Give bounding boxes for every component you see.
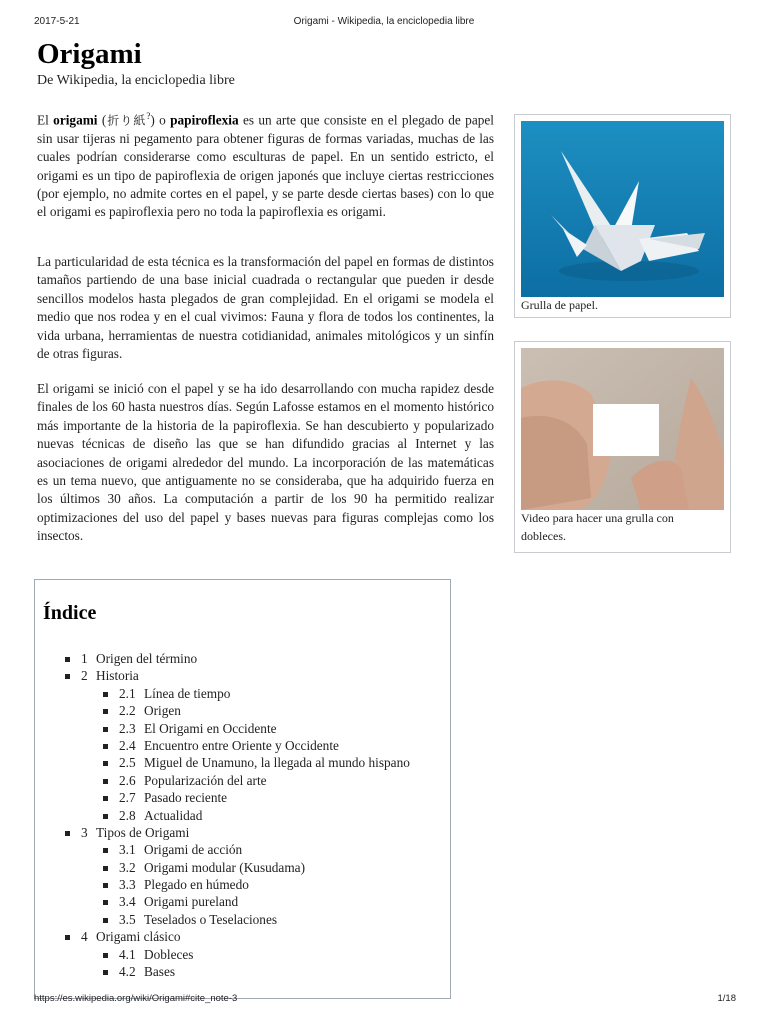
toc-item-number: 2.4 (119, 737, 136, 753)
toc-item-link[interactable]: Origami pureland (144, 894, 239, 910)
toc-item-link[interactable]: Origami clásico (96, 929, 181, 945)
toc-item-number: 2.2 (119, 703, 136, 719)
video-thumbnail[interactable] (521, 348, 724, 510)
bullet-icon (103, 744, 108, 749)
bullet-icon (103, 692, 108, 697)
toc-item-number: 3.2 (119, 859, 136, 875)
print-url: https://es.wikipedia.org/wiki/Origami#cite_note-3 (34, 993, 238, 1004)
help-superscript-link[interactable]: ? (146, 111, 151, 121)
toc-item-number: 2.6 (119, 772, 136, 788)
figure-caption: Video para hacer una grulla con dobleces. (521, 511, 674, 543)
toc-item-link[interactable]: Línea de tiempo (144, 685, 231, 701)
toc-list (35, 650, 452, 980)
figure-crane (514, 114, 731, 318)
toc-item-number: 3.3 (119, 877, 136, 893)
bullet-icon (103, 814, 108, 819)
term-origami-link[interactable]: origami (53, 112, 98, 128)
toc-item-number: 2.5 (119, 755, 136, 771)
bullet-icon (103, 709, 108, 714)
toc-item-number: 2.1 (119, 685, 136, 701)
bullet-icon (65, 657, 70, 662)
table-of-contents (34, 579, 451, 999)
toc-item-link[interactable]: Dobleces (144, 946, 194, 962)
toc-item-link[interactable]: Origami de acción (144, 842, 243, 858)
toc-item[interactable] (35, 702, 452, 719)
page-title: Origami (37, 38, 142, 70)
bullet-icon (103, 900, 108, 905)
toc-item-number: 1 (81, 651, 88, 666)
toc-item-link[interactable]: Tipos de Origami (96, 824, 190, 840)
toc-item-link[interactable]: Historia (96, 668, 139, 684)
toc-item[interactable] (35, 963, 452, 980)
toc-item[interactable] (35, 807, 452, 824)
toc-item-number: 2.3 (119, 720, 136, 736)
toc-item[interactable] (35, 737, 452, 754)
toc-item[interactable] (35, 893, 452, 910)
bullet-icon (103, 796, 108, 801)
toc-item[interactable] (35, 859, 452, 876)
toc-item[interactable] (35, 789, 452, 806)
toc-item-number: 4.1 (119, 946, 136, 962)
toc-item-number: 2 (81, 668, 88, 684)
toc-item[interactable] (35, 754, 452, 771)
toc-item-link[interactable]: El Origami en Occidente (144, 720, 277, 736)
toc-item-number: 2.7 (119, 790, 136, 806)
toc-item-link[interactable]: Actualidad (144, 807, 203, 823)
toc-item[interactable] (35, 772, 452, 789)
figure-caption: Grulla de papel. (521, 298, 598, 312)
toc-item-link[interactable]: Miguel de Unamuno, la llegada al mundo hispano (144, 755, 410, 771)
intro-paragraph: El origami (折り紙?) o papiroflexia es un arte que consiste en el plegado de papel sin usar tijeras ni pegamento para obtener figuras de formas variadas, muchas de las cuales podrían considerarse como esculturas de papel. En un sentido estricto, el origami es un tipo de papiroflexia de origen japonés que incluye ciertas restricciones (por ejemplo, no admite cortes en el papel, y se parte desde ciertas bases) con lo que el origami es papiroflexia pero no toda la papiroflexia es origami. (37, 111, 494, 220)
print-page-title: Origami - Wikipedia, la enciclopedia libre (293, 16, 475, 27)
bullet-icon (65, 674, 70, 679)
toc-item-number: 3.1 (119, 842, 136, 858)
figure-video (514, 341, 731, 553)
bullet-icon (103, 727, 108, 732)
crane-image[interactable] (521, 121, 724, 297)
toc-item[interactable] (35, 650, 452, 667)
bullet-icon (103, 883, 108, 888)
toc-item[interactable] (35, 911, 452, 928)
bullet-icon (103, 779, 108, 784)
print-page-number: 1/18 (717, 993, 736, 1004)
page-subtitle: De Wikipedia, la enciclopedia libre (37, 73, 235, 88)
toc-item[interactable] (35, 946, 452, 963)
bullet-icon (103, 848, 108, 853)
toc-item-link[interactable]: Origen del término (96, 651, 198, 666)
toc-item-link[interactable]: Bases (144, 964, 176, 980)
toc-item-number: 3.5 (119, 911, 136, 927)
paragraph-3: El origami se inició con el papel y se ha ido desarrollando con mucha rapidez desde finales de los 60 hasta nuestros días. Según Lafosse estamos en el momento histórico más importante de la historia de la papiroflexia. Se han descubierto y popularizado nuevas técnicas de diseño las que se han difundido gracias al Internet y las asociaciones de origami alrededor del mundo. La incorporación de las matemáticas es un tema nuevo, que antiguamente no se consideraba, que ha adquirido fuerza en los últimos 30 años. La computación a partir de los 90 ha permitido realizar optimizaciones del uso del papel y bases nuevas para figuras complejas como los insectos. (37, 381, 494, 544)
toc-item-link[interactable]: Origen (144, 703, 181, 719)
bullet-icon (103, 953, 108, 958)
bullet-icon (103, 866, 108, 871)
toc-item[interactable] (35, 928, 452, 945)
print-date: 2017-5-21 (34, 16, 80, 27)
toc-item[interactable] (35, 685, 452, 702)
toc-title: Índice (43, 602, 97, 624)
toc-item-link[interactable]: Encuentro entre Oriente y Occidente (144, 737, 339, 753)
toc-item[interactable] (35, 876, 452, 893)
toc-item-number: 3 (81, 824, 88, 840)
toc-item-number: 4.2 (119, 964, 136, 980)
paragraph-2: La particularidad de esta técnica es la transformación del papel en formas de distintos tamaños partiendo de una base inicial cuadrada o rectangular que pueden ir desde sencillos modelos hasta plegados de gran complejidad. En el origami se modela el medio que nos rodea y en el cual vivimos: Fauna y flora de todos los continentes, la vida urbana, herramientas de nuestra cotidianidad, animales mitológicos y un sinfín de otras figuras. (37, 254, 494, 362)
japanese-term: 折り紙 (106, 113, 147, 128)
toc-item-link[interactable]: Teselados o Teselaciones (144, 911, 278, 927)
toc-item-link[interactable]: Origami modular (Kusudama) (144, 859, 305, 875)
toc-item[interactable] (35, 824, 452, 841)
bullet-icon (103, 918, 108, 923)
term-papiroflexia: papiroflexia (170, 112, 239, 128)
bullet-icon (103, 761, 108, 766)
toc-item[interactable] (35, 667, 452, 684)
toc-item-number: 2.8 (119, 807, 136, 823)
toc-item-number: 3.4 (119, 894, 136, 910)
bullet-icon (65, 935, 70, 940)
toc-item-link[interactable]: Popularización del arte (144, 772, 267, 788)
toc-item[interactable] (35, 841, 452, 858)
toc-item[interactable] (35, 720, 452, 737)
toc-item-link[interactable]: Pasado reciente (144, 790, 228, 806)
toc-item-number: 4 (81, 929, 88, 945)
bullet-icon (65, 831, 70, 836)
toc-item-link[interactable]: Plegado en húmedo (144, 877, 249, 893)
bullet-icon (103, 970, 108, 975)
